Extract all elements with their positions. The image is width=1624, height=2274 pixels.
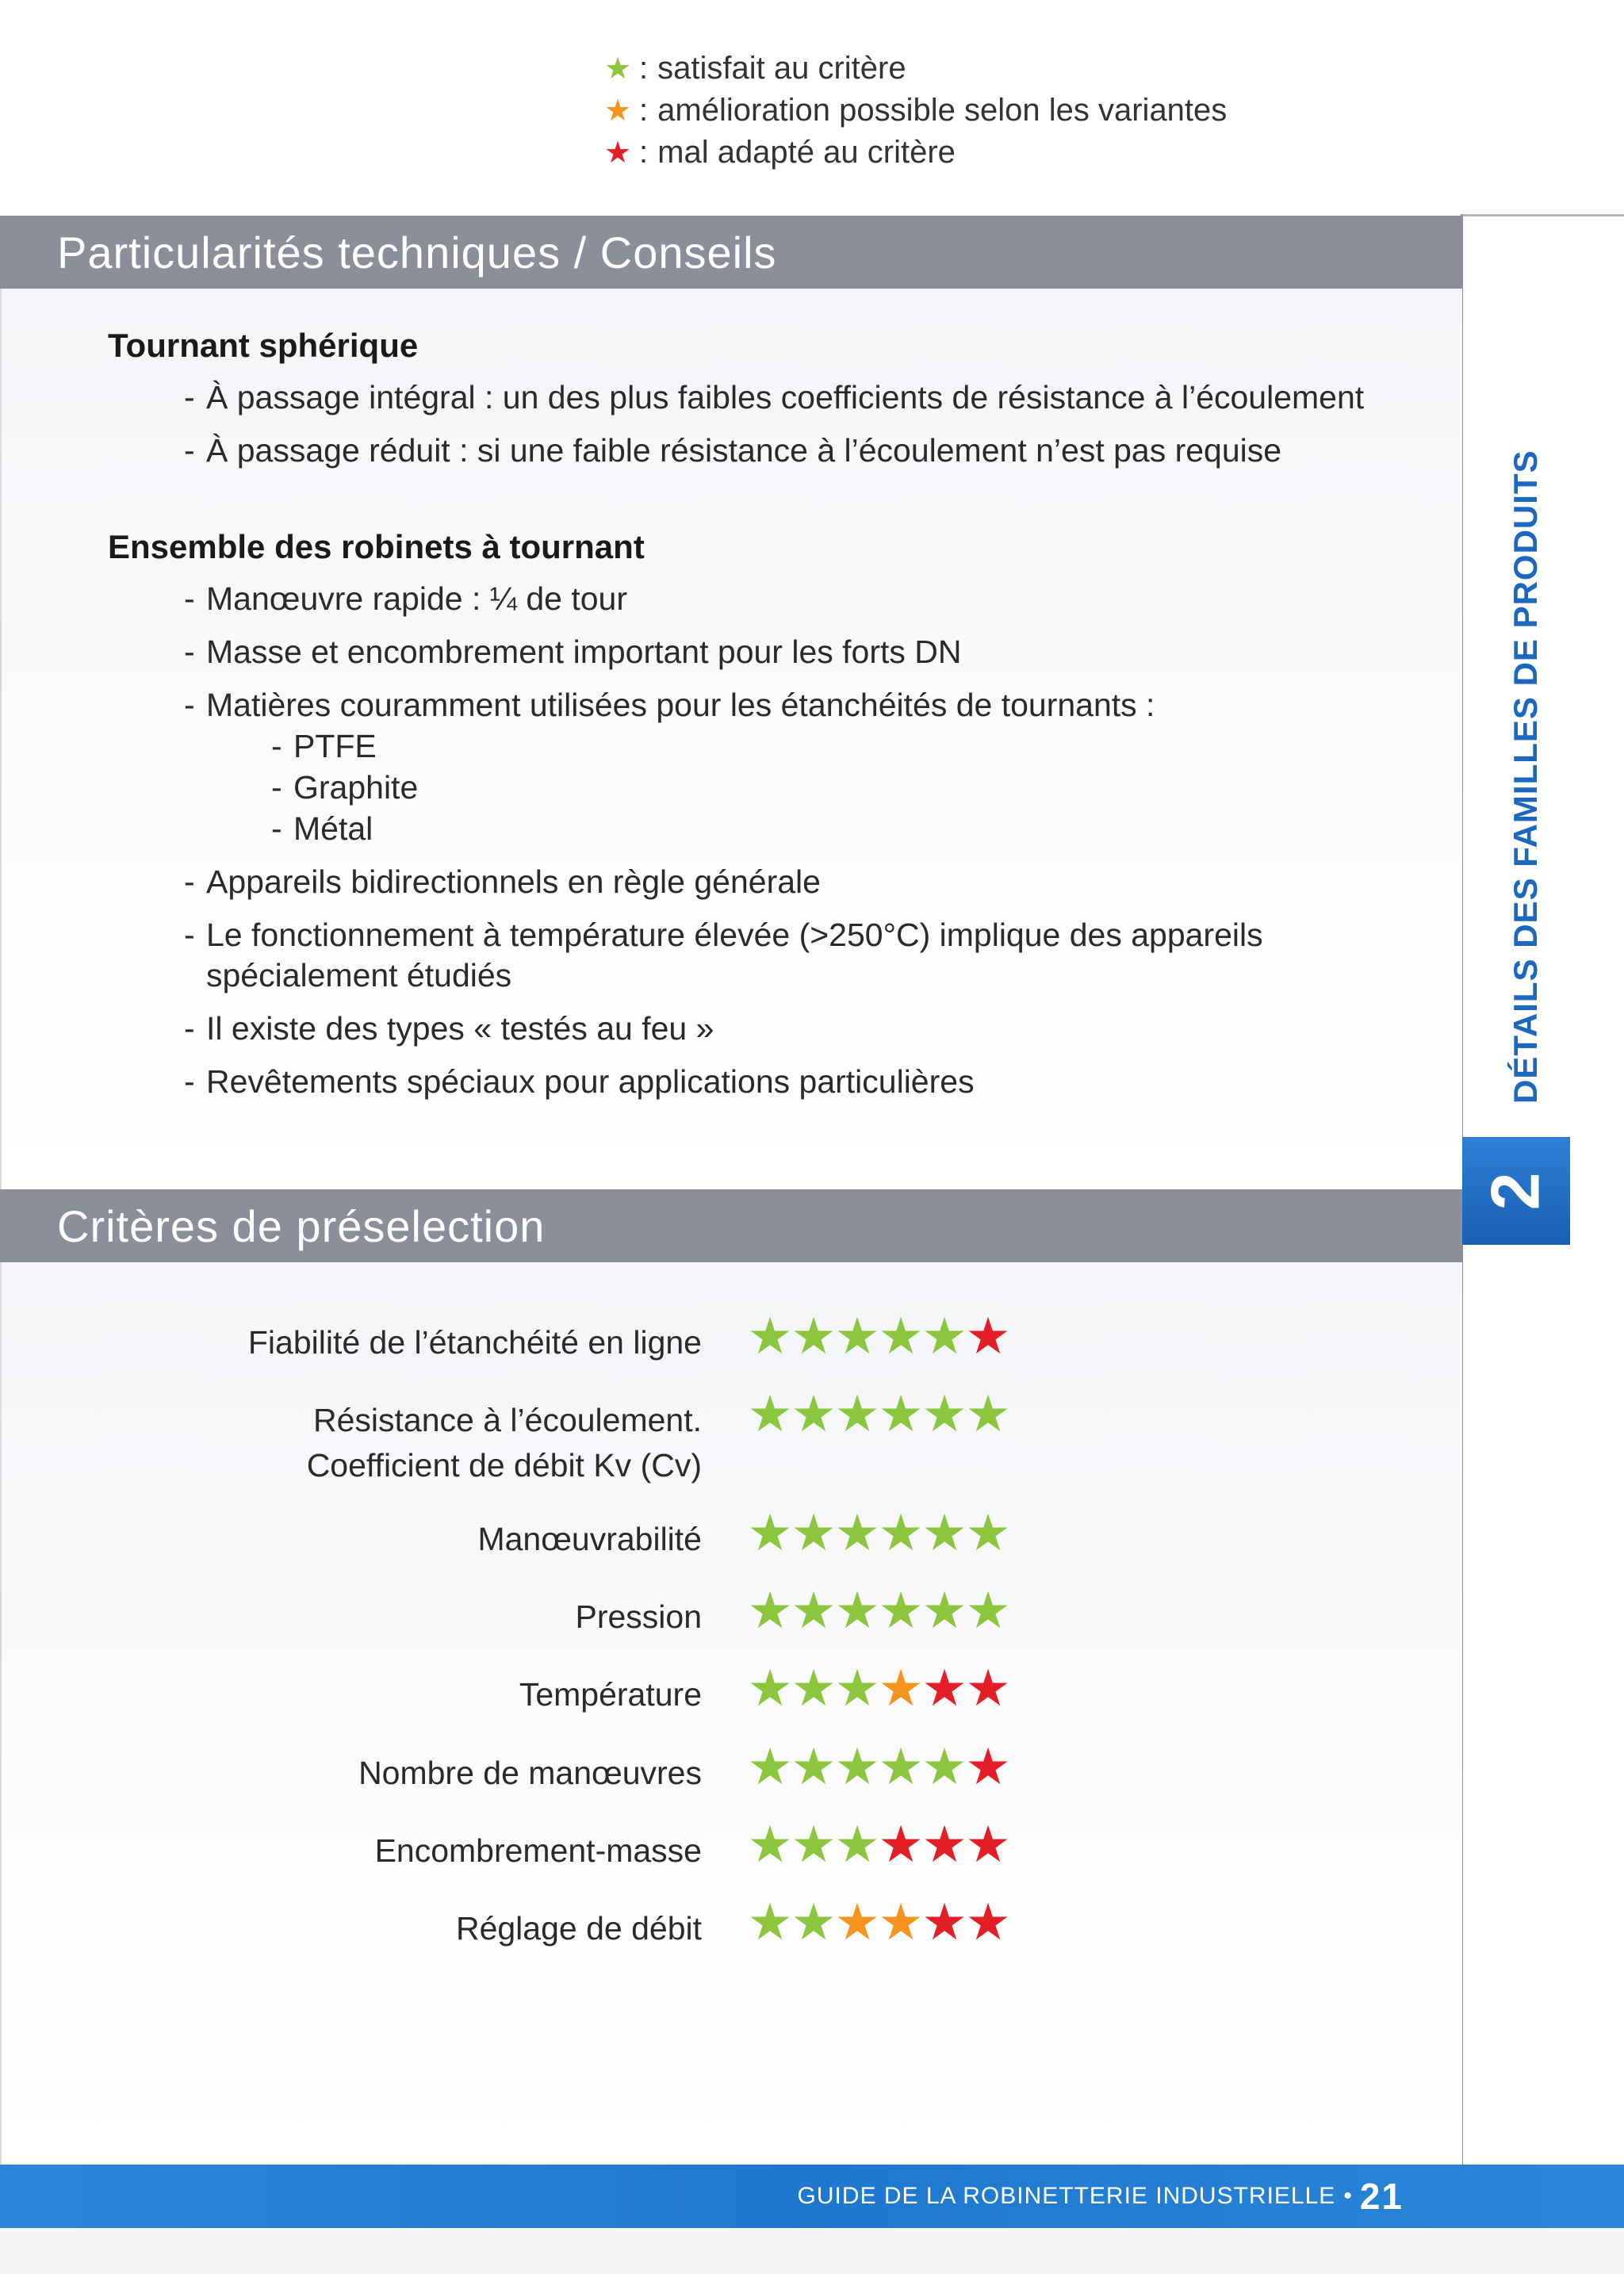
green-star-icon: ★ [921,1385,965,1442]
green-star-icon: ★ [834,1385,878,1442]
star-legend [604,48,1318,174]
criteria-label [67,1398,702,1488]
criteria-label [67,1320,702,1365]
green-star-icon: ★ [834,1660,878,1717]
green-star-icon: ★ [921,1504,965,1561]
list-item: - Le fonctionnement à température élevée (>250°C) implique des appareils spécialement étudiés [184,917,1263,993]
chapter-number: 2 [1477,1172,1554,1210]
chapter-tab [1462,1137,1570,1245]
green-star-icon: ★ [747,1307,791,1365]
red-star-icon: ★ [921,1816,965,1873]
orange-star-icon: ★ [878,1893,921,1951]
list-item: - Masse et encombrement important pour les forts DN [184,634,962,670]
legend-text: amélioration possible selon les variantes [657,93,1228,128]
red-star-icon: ★ [965,1307,1009,1365]
criteria-rating [747,1738,1009,1795]
criteria-label [67,1672,702,1717]
orange-star-icon: ★ [834,1893,878,1951]
orange-star-icon: ★ [878,1660,921,1717]
criteria-section-header: Critères de préselection [0,1189,1461,1262]
green-star-icon: ★ [834,1504,878,1561]
material-item: - PTFE [271,728,377,764]
criteria-label-line: Résistance à l’écoulement. [313,1402,702,1438]
green-star-icon: ★ [878,1307,921,1365]
criteria-label-line: Réglage de débit [455,1910,702,1947]
legend-text: mal adapté au critère [657,135,956,170]
green-star-icon: ★ [878,1582,921,1639]
red-star-icon: ★ [965,1893,1009,1951]
criteria-rating [747,1385,1009,1442]
red-star-icon: ★ [965,1738,1009,1795]
footer-guide-title: GUIDE DE LA ROBINETTERIE INDUSTRIELLE [797,2183,1336,2209]
list-item: - À passage intégral : un des plus faibles coefficients de résistance à l’écoulement [184,379,1365,415]
criteria-label-line: Coefficient de débit Kv (Cv) [306,1447,702,1483]
legend-item-satisfied: ★ : satisfait au critère [604,51,906,86]
criteria-label [67,1594,702,1640]
green-star-icon: ★ [834,1307,878,1365]
criteria-rating [747,1504,1009,1561]
green-star-icon: ★ [965,1385,1009,1442]
legend-item-unsuited: ★ : mal adapté au critère [604,135,956,170]
sidebar-divider [1461,214,1624,216]
footer-strip [0,2228,1624,2274]
list-item: - Matières couramment utilisées pour les étanchéités de tournants : [184,687,1155,723]
legend-item-improvable: ★ : amélioration possible selon les variantes [604,93,1228,128]
criteria-label-line: Pression [575,1598,702,1635]
red-star-icon: ★ [604,136,632,170]
green-star-icon: ★ [747,1738,791,1795]
green-star-icon: ★ [921,1582,965,1639]
green-star-icon: ★ [791,1504,834,1561]
criteria-label [67,1517,702,1562]
criteria-label-line: Encombrement-masse [374,1832,702,1869]
tech-content [108,325,1440,1115]
green-star-icon: ★ [791,1385,834,1442]
green-star-icon: ★ [791,1893,834,1951]
orange-star-icon: ★ [604,94,632,128]
criteria-rating [747,1816,1009,1873]
list-item: - Il existe des types « testés au feu » [184,1010,714,1047]
tech-section-header: Particularités techniques / Conseils [0,216,1461,289]
criteria-rating [747,1660,1009,1717]
green-star-icon: ★ [747,1660,791,1717]
green-star-icon: ★ [791,1816,834,1873]
green-star-icon: ★ [791,1582,834,1639]
red-star-icon: ★ [921,1660,965,1717]
list-item: - Revêtements spéciaux pour applications particulières [184,1063,975,1100]
chapter-title: DÉTAILS DES FAMILLES DE PRODUITS [1507,450,1544,1104]
green-star-icon: ★ [834,1582,878,1639]
green-star-icon: ★ [878,1504,921,1561]
criteria-label-line: Fiabilité de l’étanchéité en ligne [247,1324,702,1361]
criteria-label-line: Manœuvrabilité [477,1521,702,1557]
material-list [108,725,1440,849]
green-star-icon: ★ [747,1504,791,1561]
criteria-label [67,1906,702,1951]
green-star-icon: ★ [965,1504,1009,1561]
green-star-icon: ★ [791,1307,834,1365]
green-star-icon: ★ [747,1385,791,1442]
criteria-label-line: Température [519,1676,702,1713]
green-star-icon: ★ [878,1738,921,1795]
green-star-icon: ★ [834,1738,878,1795]
green-star-icon: ★ [791,1738,834,1795]
green-star-icon: ★ [965,1582,1009,1639]
footer-bar [0,2165,1624,2228]
red-star-icon: ★ [921,1893,965,1951]
red-star-icon: ★ [965,1660,1009,1717]
green-star-icon: ★ [747,1582,791,1639]
list-item: - Manœuvre rapide : ¼ de tour [184,580,627,617]
list-item: - À passage réduit : si une faible résistance à l’écoulement n’est pas requise [184,432,1282,469]
green-star-icon: ★ [604,52,632,86]
page-number: 21 [1359,2176,1404,2217]
criteria-label-line: Nombre de manœuvres [358,1755,702,1791]
material-item: - Graphite [271,769,419,806]
criteria-rating [747,1307,1009,1365]
green-star-icon: ★ [747,1816,791,1873]
group-title: Tournant sphérique [108,327,419,364]
criteria-rating [747,1582,1009,1639]
green-star-icon: ★ [878,1385,921,1442]
criteria-label [67,1751,702,1796]
green-star-icon: ★ [921,1307,965,1365]
green-star-icon: ★ [747,1893,791,1951]
red-star-icon: ★ [965,1816,1009,1873]
criteria-rating [747,1893,1009,1951]
legend-text: satisfait au critère [657,51,906,86]
material-item: - Métal [271,810,373,847]
criteria-label [67,1828,702,1874]
red-star-icon: ★ [878,1816,921,1873]
list-item: - Appareils bidirectionnels en règle générale [184,863,821,900]
green-star-icon: ★ [791,1660,834,1717]
footer-separator: • [1343,2183,1352,2209]
group-title: Ensemble des robinets à tournant [108,528,645,565]
green-star-icon: ★ [921,1738,965,1795]
green-star-icon: ★ [834,1816,878,1873]
